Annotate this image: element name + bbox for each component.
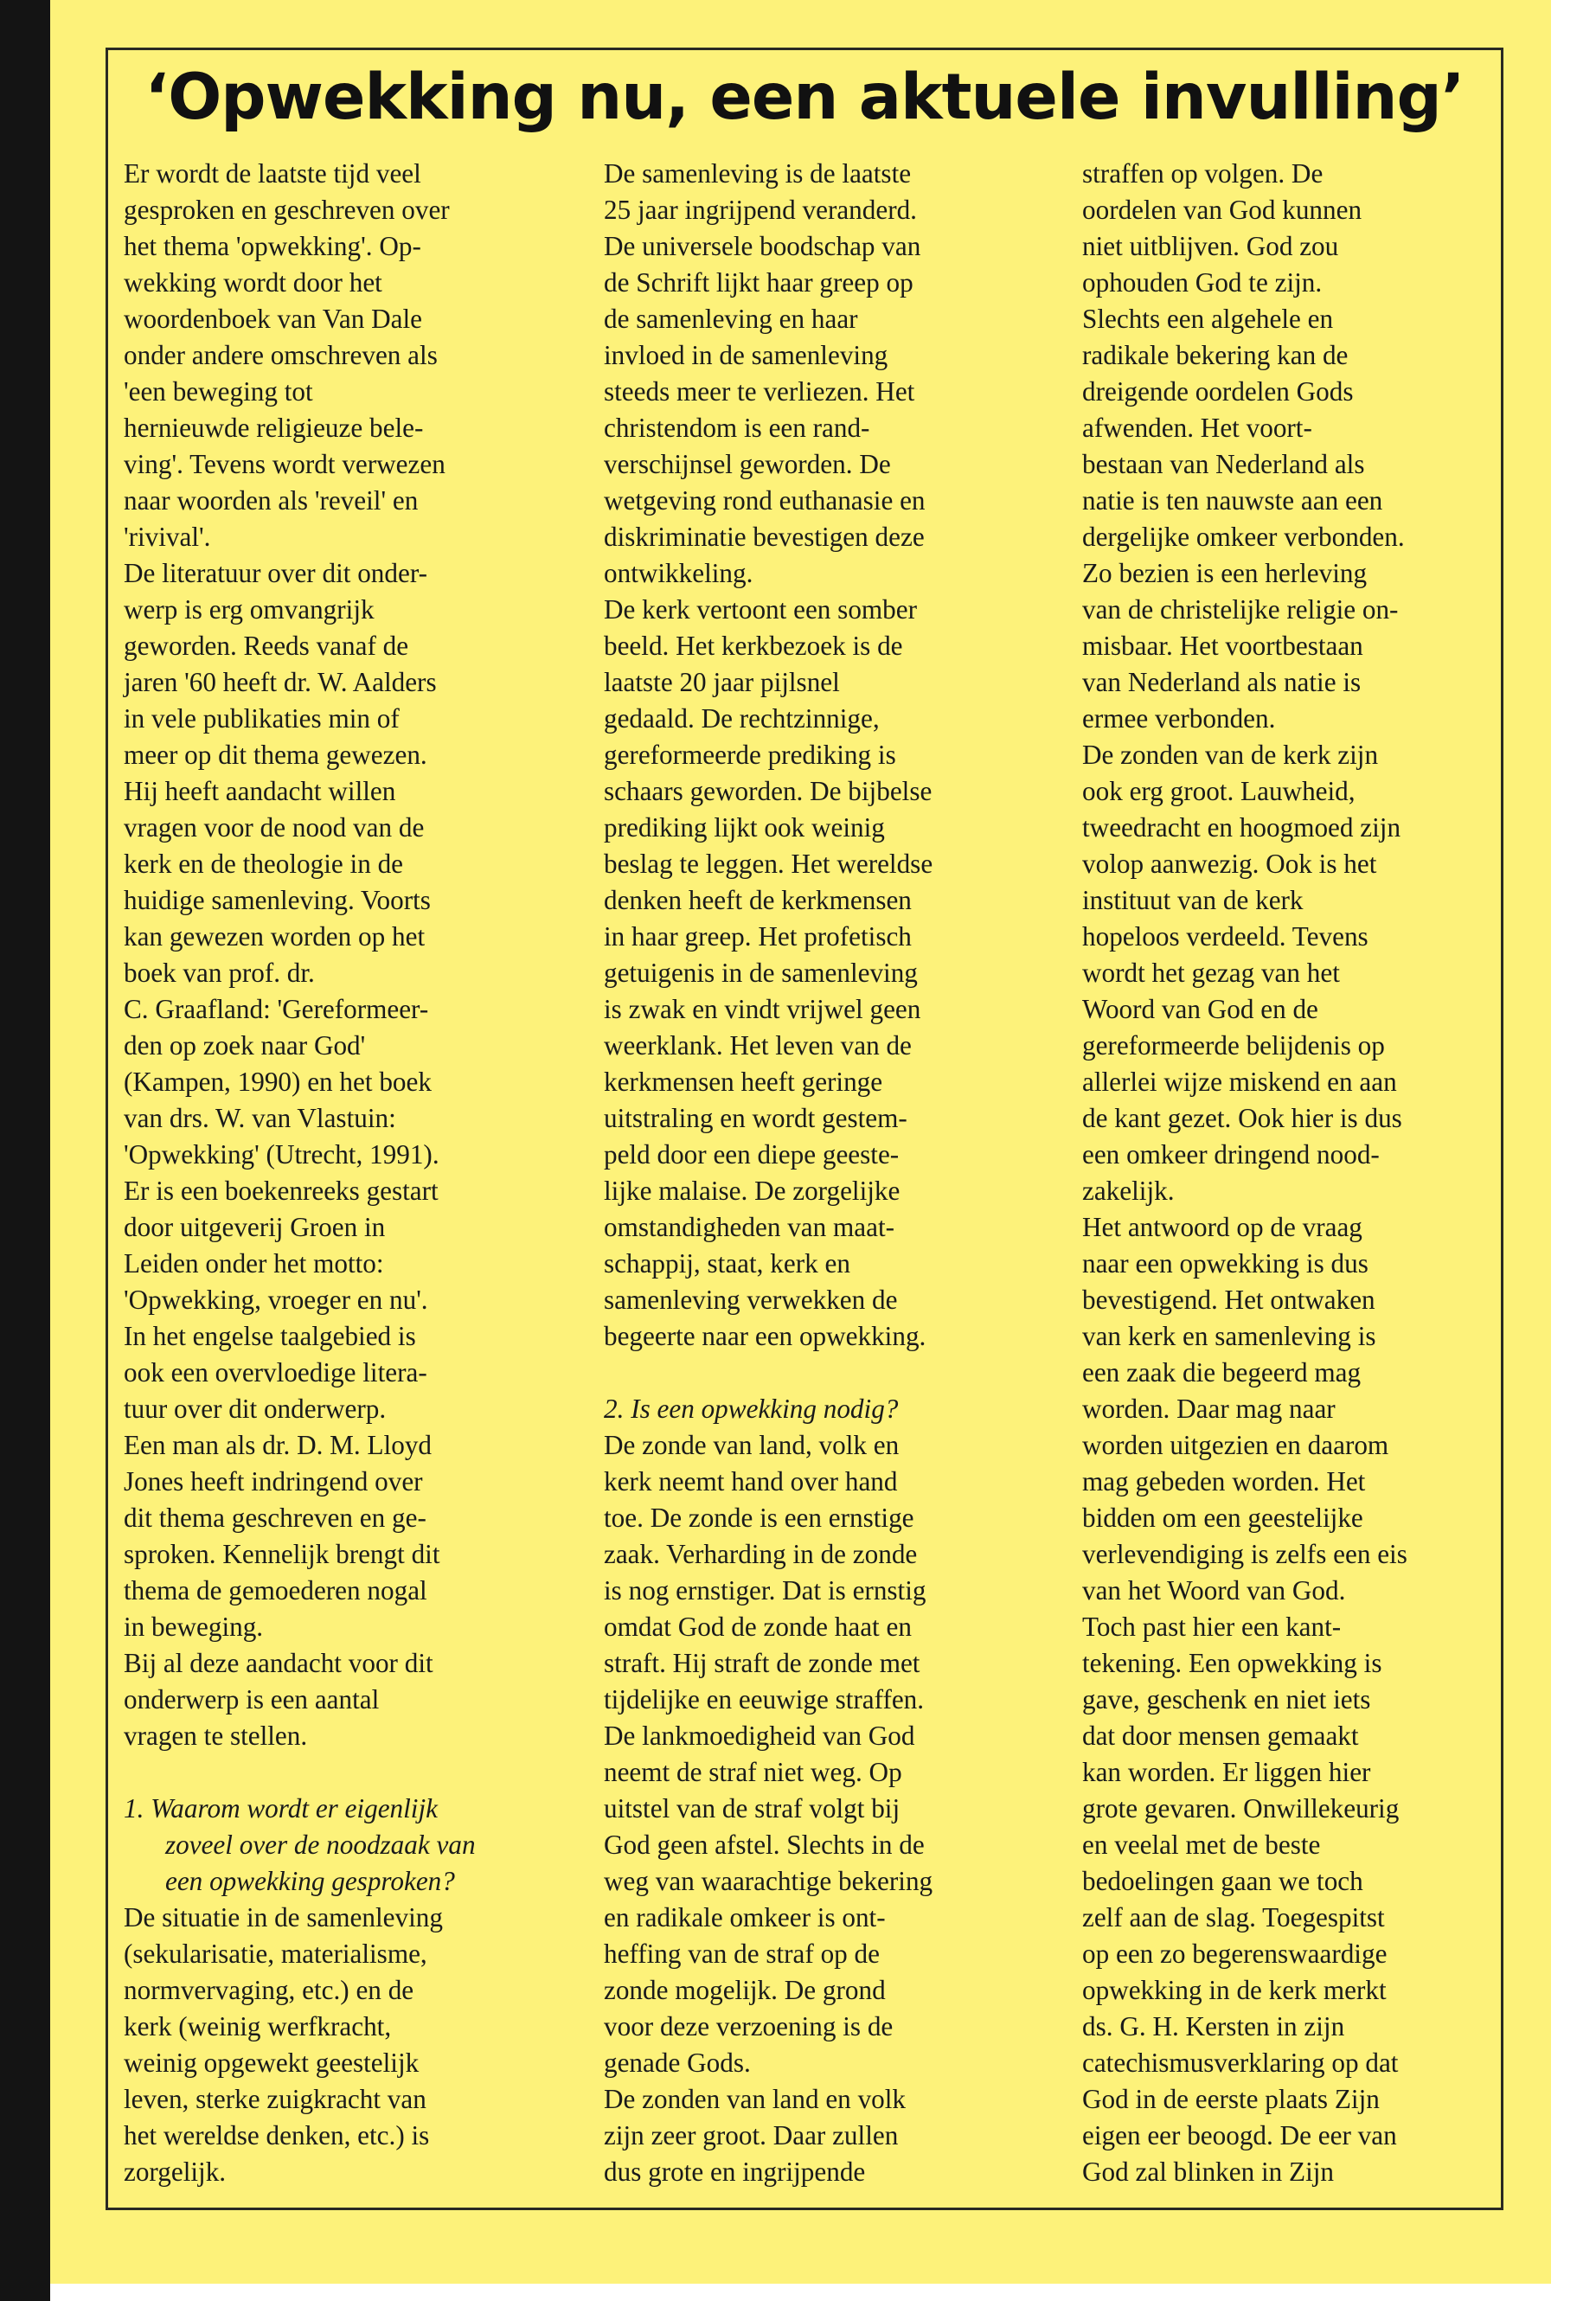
column-2 xyxy=(604,156,1036,2190)
paragraph: Er wordt de laatste tijd veel gesproken en geschreven over het thema 'opwekking'. Op- wekking wordt door het woordenboek van Van Dale onder andere omschreven als 'een beweging tot hernieuwde religieuze bele- ving'. Tevens wordt verwezen naar woorden als 'reveil' en 'rivival'. xyxy=(124,158,450,552)
paragraph: De zonden van de kerk zijn ook erg groot. Lauwheid, tweedracht en hoogmoed zijn volop aanwezig. Ook is het instituut van de kerk hopeloos verdeeld. Tevens wordt het gezag van het Woord van God en de gereformeerde belijdenis op allerlei wijze miskend en aan de kant gezet. Ook hier is dus een omkeer dringend nood- zakelijk. xyxy=(1082,740,1402,1206)
paragraph: Toch past hier een kant- tekening. Een opwekking is gave, geschenk en niet iets dat door mensen gemaakt kan worden. Er liggen hier grote gevaren. Onwillekeurig en veelal met de beste bedoelingen gaan we toch zelf aan de slag. Toegespitst op een zo begerenswaardige opwekking in de kerk merkt ds. G. H. Kersten in zijn catechismusverklaring op dat God in de eerste plaats Zijn eigen eer beoogd. De eer van God zal blinken in Zijn xyxy=(1082,1612,1400,2187)
column-1 xyxy=(124,156,556,2190)
paragraph: De zonde van land, volk en kerk neemt hand over hand toe. De zonde is een ernstige zaak. Verharding in de zonde is nog ernstiger. Dat is ernstig omdat God de zonde haat en straft. Hij straft de zonde met tijdelijke en eeuwige straffen. De lankmoedigheid van God neemt de straf niet weg. Op uitstel van de straf volgt bij God geen afstel. Slechts in de weg van waarachtige bekering en radikale omkeer is ont- heffing van de straf op de zonde mogelijk. De grond voor deze verzoening is de genade Gods. xyxy=(604,1430,933,2078)
paragraph: De zonden van land en volk zijn zeer groot. Daar zullen dus grote en ingrijpende xyxy=(604,2084,907,2187)
paragraph: De literatuur over dit onder- werp is erg omvangrijk geworden. Reeds vanaf de jaren '60 heeft dr. W. Aalders in vele publikaties min of meer op dit thema gewezen. Hij heeft aandacht willen vragen voor de nood van de kerk en de theologie in de huidige samenleving. Voorts kan gewezen worden op het boek van prof. dr. C. Graafland: 'Gereformeer- den op zoek naar God' (Kampen, 1990) en het boek van drs. W. van Vlastuin: 'Opwekking' (Utrecht, 1991). xyxy=(124,558,439,1170)
paragraph: De samenleving is de laatste 25 jaar ingrijpend veranderd. De universele boodschap van de Schrift lijkt haar greep op de samenleving en haar invloed in de samenleving steeds meer te verliezen. Het christendom is een rand- verschijnsel geworden. De wetgeving rond euthanasie en diskriminatie bevestigen deze ontwikkeling. xyxy=(604,158,926,588)
yellow-page xyxy=(50,0,1551,2284)
article-title: ‘Opwekking nu, een aktuele invulling’ xyxy=(144,61,1465,134)
paragraph: Een man als dr. D. M. Lloyd Jones heeft indringend over dit thema geschreven en ge- sproken. Kennelijk brengt dit thema de gemoederen nogal in beweging. xyxy=(124,1430,440,1642)
paragraph: De situatie in de samenleving (sekularisatie, materialisme, normvervaging, etc.) en de kerk (weinig werfkracht, weinig opgewekt geestelijk leven, sterke zuigkracht van het wereldse denken, etc.) is zorgelijk. xyxy=(124,1902,443,2187)
paragraph: De kerk vertoont een somber beeld. Het kerkbezoek is de laatste 20 jaar pijlsnel gedaald. De rechtzinnige, gereformeerde prediking is schaars geworden. De bijbelse prediking lijkt ook weinig beslag te leggen. Het wereldse denken heeft de kerkmensen in haar greep. Het profetisch getuigenis in de samenleving is zwak en vindt vrijwel geen weerklank. Het leven van de kerkmensen heeft geringe uitstraling en wordt gestem- peld door een diepe geeste- lijke malaise. De zorgelijke omstandigheden van maat- schappij, staat, kerk en samenleving verwekken de begeerte naar een opwekking. xyxy=(604,594,933,1351)
paragraph: Het antwoord op de vraag naar een opwekking is dus bevestigend. Het ontwaken van kerk en samenleving is een zaak die begeerd mag worden. Daar mag naar worden uitgezien en daarom mag gebeden worden. Het bidden om een geestelijke verlevendiging is zelfs een eis van het Woord van God. xyxy=(1082,1212,1407,1606)
paragraph: Bij al deze aandacht voor dit onderwerp is een aantal vragen te stellen. xyxy=(124,1648,433,1751)
scan-edge xyxy=(0,0,50,2301)
paragraph: Er is een boekenreeks gestart door uitgeverij Groen in Leiden onder het motto: 'Opwekking, vroeger en nu'. In het engelse taalgebied is ook een overvloedige litera- tuur over dit onderwerp. xyxy=(124,1176,439,1424)
article-frame xyxy=(106,48,1503,2210)
section-heading-1: 1. Waarom wordt er eigenlijk zoveel over de noodzaak van een opwekking gesproken? xyxy=(124,1793,476,1896)
section-heading-2: 2. Is een opwekking nodig? xyxy=(604,1394,899,1424)
paragraph: straffen op volgen. De oordelen van God kunnen niet uitblijven. God zou ophouden God te zijn. Slechts een algehele en radikale bekering kan de dreigende oordelen Gods afwenden. Het voort- bestaan van Nederland als natie is ten nauwste aan een dergelijke omkeer verbonden. Zo bezien is een herleving van de christelijke religie on- misbaar. Het voortbestaan van Nederland als natie is ermee verbonden. xyxy=(1082,158,1405,734)
column-3 xyxy=(1082,156,1506,2190)
